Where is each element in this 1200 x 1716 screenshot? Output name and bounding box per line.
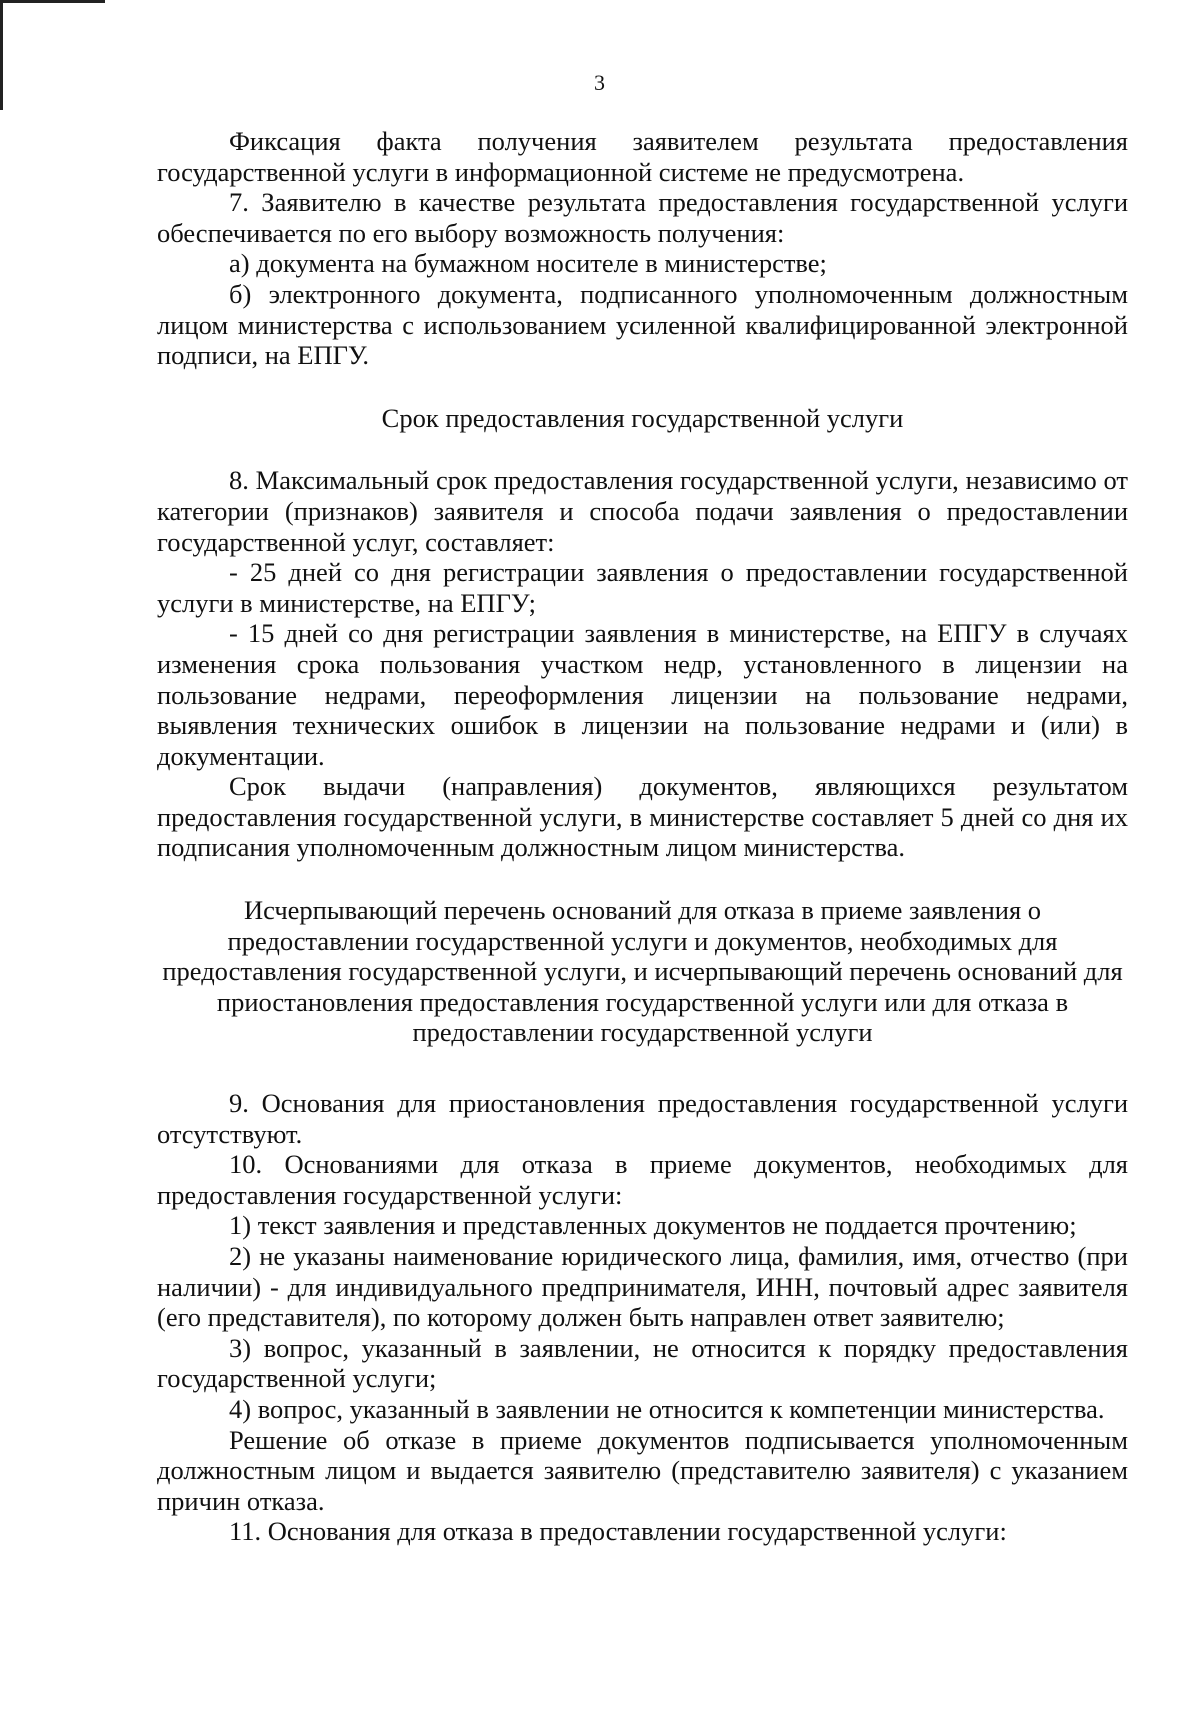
list-item-10-2: 2) не указаны наименование юридического лица, фамилия, имя, отчество (при наличии) - для индивидуального предпринимателя, ИНН, почтовый адрес заявителя (его представителя), по которому должен быть направлен ответ заявителю; [157, 1241, 1128, 1333]
list-item-7a: а) документа на бумажном носителе в министерстве; [229, 248, 827, 279]
document-body [157, 126, 1128, 1547]
paragraph-8: 8. Максимальный срок предоставления государственной услуги, независимо от категории (признаков) заявителя и способа подачи заявления о предоставлении государственной услуг, составляет: [157, 465, 1128, 557]
paragraph-7: 7. Заявителю в качестве результата предоставления государственной услуги обеспечивается по его выбору возможность получения: [157, 187, 1128, 248]
list-item-7b: б) электронного документа, подписанного уполномоченным должностным лицом министерства с использованием усиленной квалифицированной электронной подписи, на ЕПГУ. [157, 278, 1128, 371]
page-number: 3 [594, 70, 606, 95]
paragraph-10: 10. Основаниями для отказа в приеме документов, необходимых для предоставления государственной услуги: [157, 1149, 1128, 1210]
list-item-10-1: 1) текст заявления и представленных документов не поддается прочтению; [229, 1210, 1077, 1241]
list-item-8-15-days: - 15 дней со дня регистрации заявления в министерстве, на ЕПГУ в случаях изменения срока пользования участком недр, установленного в лицензии на пользование недрами, переоформления лицензии на пользование недрами, выявления технических ошибок в лицензии на пользование недрами и (или) в документации. [157, 618, 1128, 771]
paragraph-refusal-decision: Решение об отказе в приеме документов подписывается уполномоченным должностным лицом и выдается заявителю (представителю заявителя) с указанием причин отказа. [157, 1424, 1128, 1516]
scan-edge-mark-top [0, 0, 105, 3]
section-heading-grounds: Исчерпывающий перечень оснований для отказа в приеме заявления о предоставлении государственной услуги и документов, необходимых для предоставления государственной услуги, и исчерпывающий перечень оснований для приостановления предоставления государственной услуги или для отказа в предоставлении государственной услуги [162, 895, 1123, 1048]
list-item-10-3: 3) вопрос, указанный в заявлении, не относится к порядку предоставления государственной услуги; [157, 1332, 1128, 1394]
paragraph-issue-term: Срок выдачи (направления) документов, являющихся результатом предоставления государственной услуги, в министерстве составляет 5 дней со дня их подписания уполномоченным должностным лицом министерства. [157, 771, 1128, 863]
list-item-8-25-days: - 25 дней со дня регистрации заявления о предоставлении государственной услуги в министерстве, на ЕПГУ; [157, 557, 1128, 618]
paragraph-fixation: Фиксация факта получения заявителем результата предоставления государственной услуги в информационной системе не предусмотрена. [157, 126, 1128, 187]
list-item-10-4: 4) вопрос, указанный в заявлении не относится к компетенции министерства. [229, 1393, 1105, 1424]
paragraph-9: 9. Основания для приостановления предоставления государственной услуги отсутствуют. [157, 1088, 1128, 1149]
paragraph-11: 11. Основания для отказа в предоставлении государственной услуги: [229, 1516, 1007, 1547]
section-heading-term: Срок предоставления государственной услуги [381, 402, 904, 433]
